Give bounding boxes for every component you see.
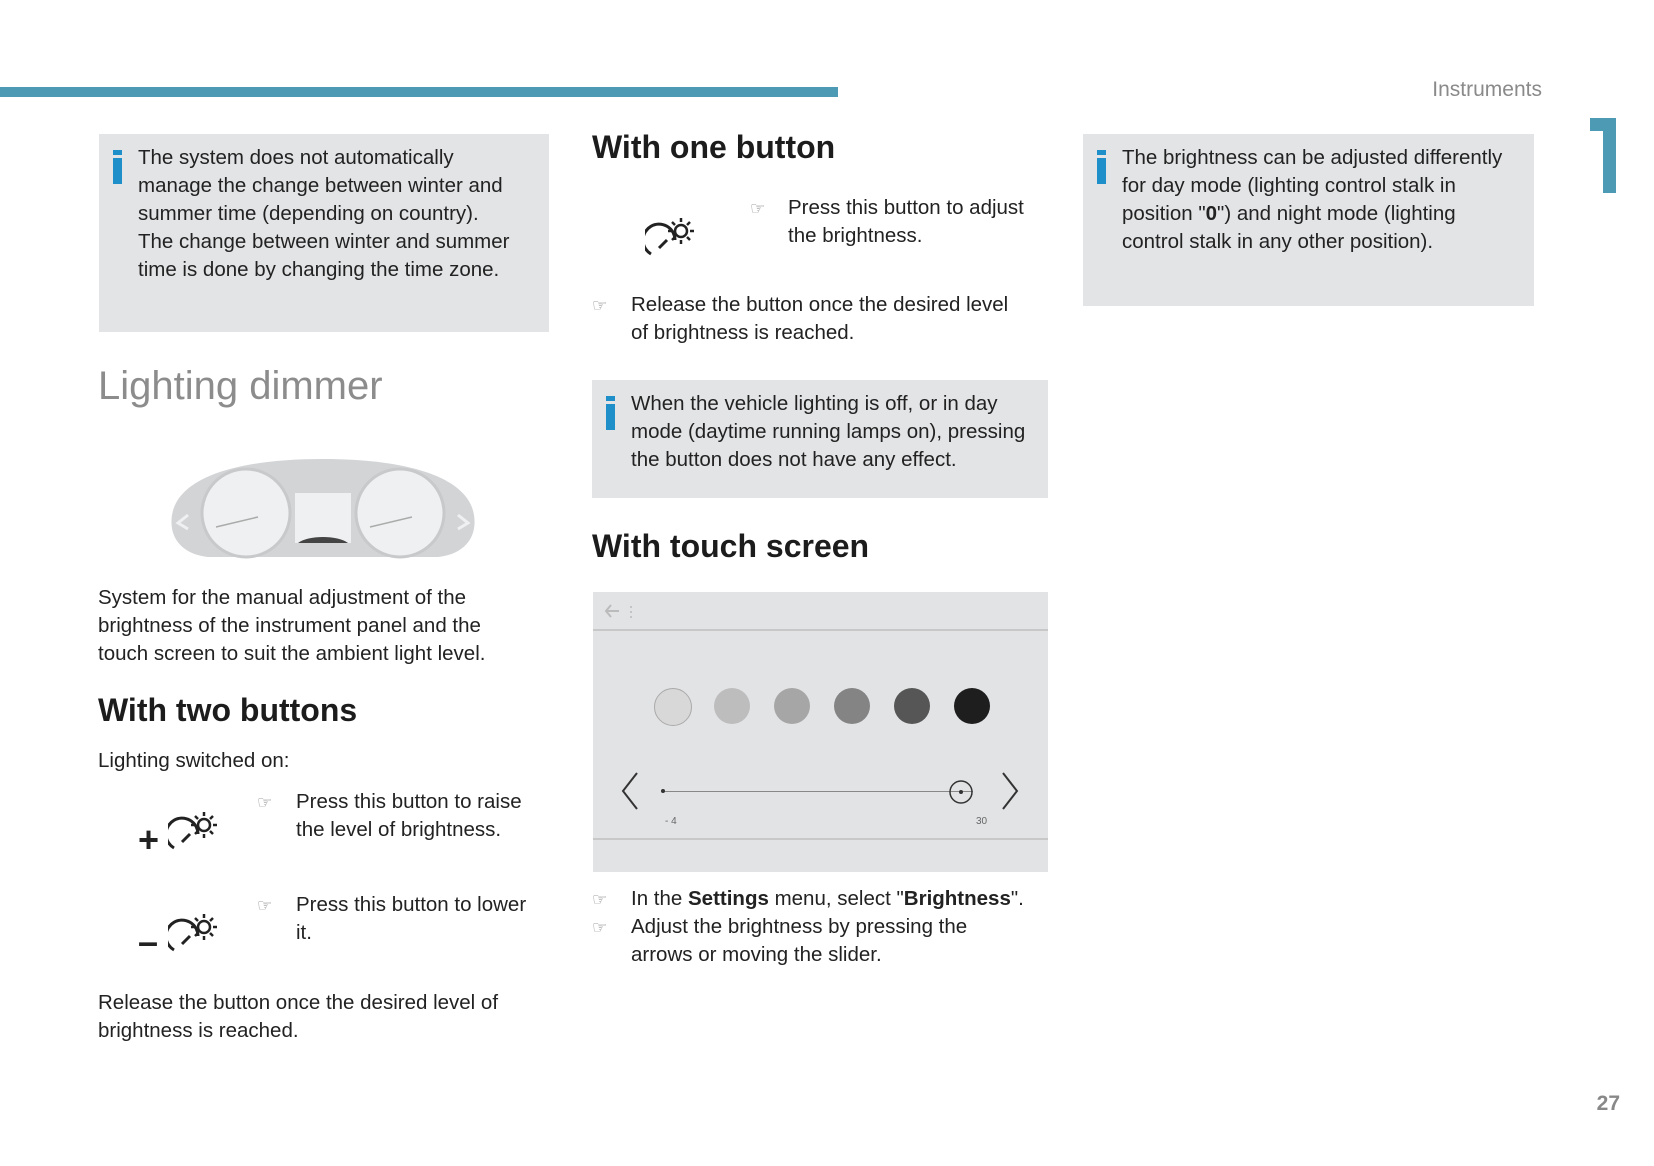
hand-pointer-icon: ☞ <box>592 890 608 909</box>
press-instruction-line: the brightness. <box>788 224 923 247</box>
settings-menu-name: Settings <box>688 887 769 910</box>
raise-instruction-line: Press this button to raise <box>296 790 522 813</box>
description-line: System for the manual adjustment of the <box>98 586 467 609</box>
info-icon <box>113 150 122 184</box>
brightness-down-icon <box>168 914 220 958</box>
heading-with-touch-screen: With touch screen <box>592 528 870 564</box>
slider-right-arrow-icon[interactable] <box>999 770 1021 812</box>
heading-with-one-button: With one button <box>592 129 836 165</box>
brightness-swatch[interactable] <box>894 688 930 724</box>
brightness-up-icon <box>168 812 220 856</box>
instrument-panel-illustration <box>158 455 488 565</box>
raise-instruction-line: the level of brightness. <box>296 818 502 841</box>
slider-knob[interactable] <box>948 779 974 805</box>
lower-instruction-line: it. <box>296 921 312 944</box>
brightness-button-icon <box>645 218 697 262</box>
slider-min-label: - 4 <box>665 816 677 827</box>
page-number: 27 <box>1596 1092 1620 1115</box>
brightness-swatch[interactable] <box>954 688 990 724</box>
brightness-item-name: Brightness <box>903 887 1011 910</box>
release-line: Release the button once the desired level <box>631 293 1009 316</box>
info-line: position "0") and night mode (lighting <box>1122 202 1456 225</box>
hand-pointer-icon: ☞ <box>592 296 608 315</box>
info-icon <box>1097 150 1106 184</box>
press-instruction-line: Press this button to adjust <box>788 196 1024 219</box>
info-box-time-change <box>99 134 549 332</box>
adjust-step-line: Adjust the brightness by pressing the <box>631 915 968 938</box>
heading-with-two-buttons: With two buttons <box>98 692 358 728</box>
release-line: brightness is reached. <box>98 1019 299 1042</box>
info-line: control stalk in any other position). <box>1122 230 1434 253</box>
info-line: for day mode (lighting control stalk in <box>1122 174 1456 197</box>
back-arrow-icon[interactable] <box>603 602 643 620</box>
slider-max-label: 30 <box>976 816 988 827</box>
section-title: Instruments <box>1432 78 1542 101</box>
lighting-switched-on-label: Lighting switched on: <box>98 749 290 772</box>
brightness-swatch[interactable] <box>714 688 750 724</box>
adjust-step-line: arrows or moving the slider. <box>631 943 882 966</box>
hand-pointer-icon: ☞ <box>750 199 766 218</box>
slider-start-dot <box>661 789 665 793</box>
stalk-position-zero: 0 <box>1205 202 1218 225</box>
plus-sign: + <box>138 819 160 860</box>
brightness-swatch[interactable] <box>654 688 692 726</box>
screen-header <box>593 592 1048 631</box>
info-line: the button does not have any effect. <box>631 448 957 471</box>
info-line: The change between winter and summer <box>138 230 510 253</box>
description-line: brightness of the instrument panel and the <box>98 614 481 637</box>
settings-step: In the Settings menu, select "Brightness". <box>631 887 1024 910</box>
info-box-day-night-modes <box>1083 134 1534 306</box>
info-line: The brightness can be adjusted differently <box>1122 146 1503 169</box>
release-line: Release the button once the desired level of <box>98 991 499 1014</box>
info-line: summer time (depending on country). <box>138 202 479 225</box>
header-accent-bar <box>0 87 838 97</box>
info-line: time is done by changing the time zone. <box>138 258 500 281</box>
touch-screen-brightness-panel <box>593 592 1048 872</box>
minus-sign: – <box>138 921 159 962</box>
info-line: mode (daytime running lamps on), pressing <box>631 420 1026 443</box>
hand-pointer-icon: ☞ <box>592 918 608 937</box>
brightness-swatch[interactable] <box>774 688 810 724</box>
info-box-day-mode <box>592 380 1048 498</box>
info-line: The system does not automatically <box>138 146 454 169</box>
screen-footer-divider <box>593 838 1048 840</box>
info-icon <box>606 396 615 430</box>
chapter-number <box>1590 118 1616 193</box>
hand-pointer-icon: ☞ <box>257 896 273 915</box>
description-line: touch screen to suit the ambient light level. <box>98 642 486 665</box>
section-heading-lighting-dimmer: Lighting dimmer <box>98 364 383 408</box>
hand-pointer-icon: ☞ <box>257 793 273 812</box>
slider-left-arrow-icon[interactable] <box>619 770 641 812</box>
info-line: manage the change between winter and <box>138 174 503 197</box>
lower-instruction-line: Press this button to lower <box>296 893 527 916</box>
slider-track[interactable] <box>663 791 973 792</box>
info-line: When the vehicle lighting is off, or in day <box>631 392 998 415</box>
brightness-swatch[interactable] <box>834 688 870 724</box>
release-line: of brightness is reached. <box>631 321 855 344</box>
